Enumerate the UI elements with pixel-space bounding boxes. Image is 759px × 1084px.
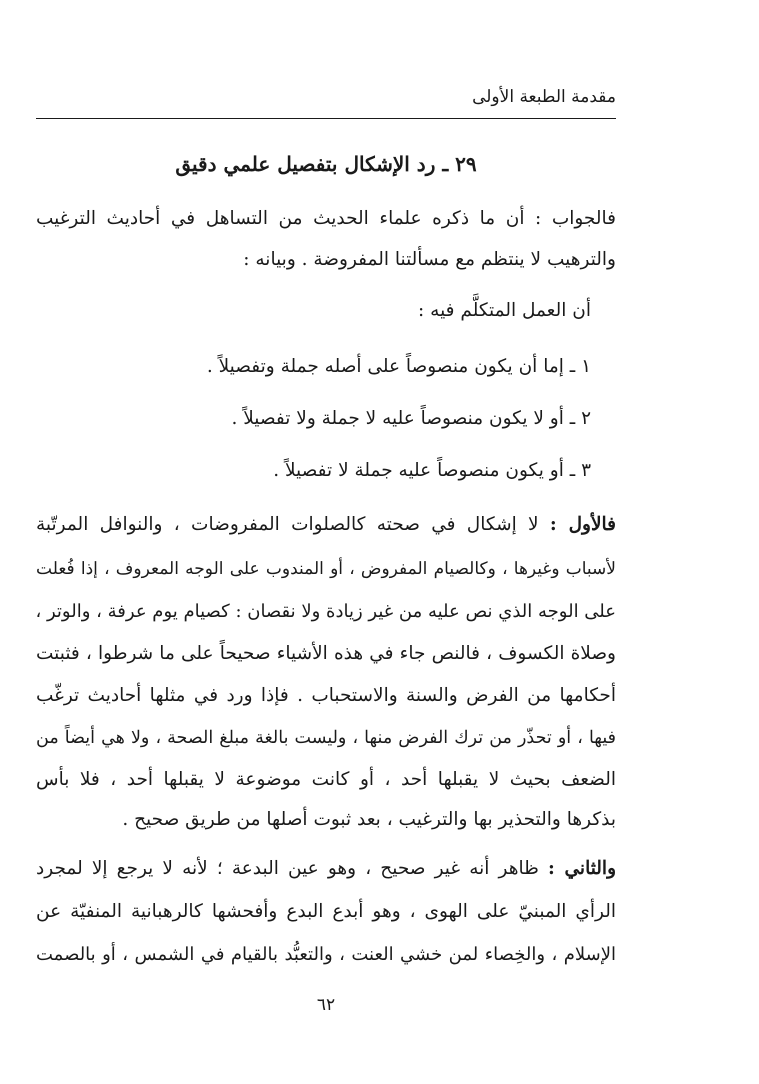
second-lead: والثاني : bbox=[547, 858, 616, 879]
second-line-rest: ظاهر أنه غير صحيح ، وهو عين البدعة ؛ لأنه لا يرجع إلا لمجرد bbox=[36, 858, 548, 879]
second-paragraph-line-1 bbox=[36, 854, 616, 884]
first-paragraph-line-7: الضعف بحيث لا يقبلها أحد ، أو كانت موضوعة لا يقبلها أحد ، فلا بأس bbox=[36, 769, 616, 790]
page-number: ٦٢ bbox=[316, 995, 336, 1015]
first-paragraph-line-3: على الوجه الذي نص عليه من غير زيادة ولا نقصان : كصيام يوم عرفة ، والوتر ، bbox=[35, 601, 616, 622]
header-rule bbox=[36, 118, 616, 119]
first-paragraph-line-6: فيها ، أو تحذّر من ترك الفرض منها ، وليست بالغة مبلغ الصحة ، ولا هي أيضاً من bbox=[36, 728, 616, 748]
first-paragraph-line-1 bbox=[36, 510, 616, 540]
second-paragraph-line-3: الإسلام ، والخِصاء لمن خشي العنت ، والتعبُّد بالقيام في الشمس ، أو بالصمت bbox=[36, 944, 616, 965]
first-lead: فالأول : bbox=[549, 514, 616, 535]
running-head: مقدمة الطبعة الأولى bbox=[472, 87, 616, 107]
second-paragraph-line-2: الرأي المبنيّ على الهوى ، وهو أبدع البدع وأفحشها كالرهبانية المنفيّة عن bbox=[36, 901, 616, 922]
first-paragraph-line-4: وصلاة الكسوف ، فالنص جاء في هذه الأشياء صحيحاً على ما شرطوا ، فثبتت bbox=[36, 643, 616, 664]
first-paragraph-line-8: بذكرها والتحذير بها والترغيب ، بعد ثبوت أصلها من طريق صحيح . bbox=[122, 809, 616, 830]
first-paragraph-line-2: لأسباب وغيرها ، وكالصيام المفروض ، أو المندوب على الوجه المعروف ، إذا فُعلت bbox=[36, 559, 616, 579]
cases-intro: أن العمل المتكلَّم فيه : bbox=[418, 300, 591, 321]
case-item-1: ١ ـ إما أن يكون منصوصاً على أصله جملة وتفصيلاً . bbox=[206, 356, 591, 377]
first-paragraph-line-5: أحكامها من الفرض والسنة والاستحباب . فإذا ورد في مثلها أحاديث ترغّب bbox=[36, 685, 616, 706]
intro-line-1: فالجواب : أن ما ذكره علماء الحديث من التساهل في أحاديث الترغيب bbox=[36, 208, 616, 229]
section-title: ٢٩ ـ رد الإشكال بتفصيل علمي دقيق bbox=[175, 152, 477, 176]
intro-line-2: والترهيب لا ينتظم مع مسألتنا المفروضة . وبيانه : bbox=[243, 249, 616, 270]
case-item-2: ٢ ـ أو لا يكون منصوصاً عليه لا جملة ولا تفصيلاً . bbox=[231, 408, 591, 429]
first-line-rest: لا إشكال في صحته كالصلوات المفروضات ، والنوافل المرتّبة bbox=[36, 514, 550, 535]
case-item-3: ٣ ـ أو يكون منصوصاً عليه جملة لا تفصيلاً . bbox=[273, 460, 591, 481]
